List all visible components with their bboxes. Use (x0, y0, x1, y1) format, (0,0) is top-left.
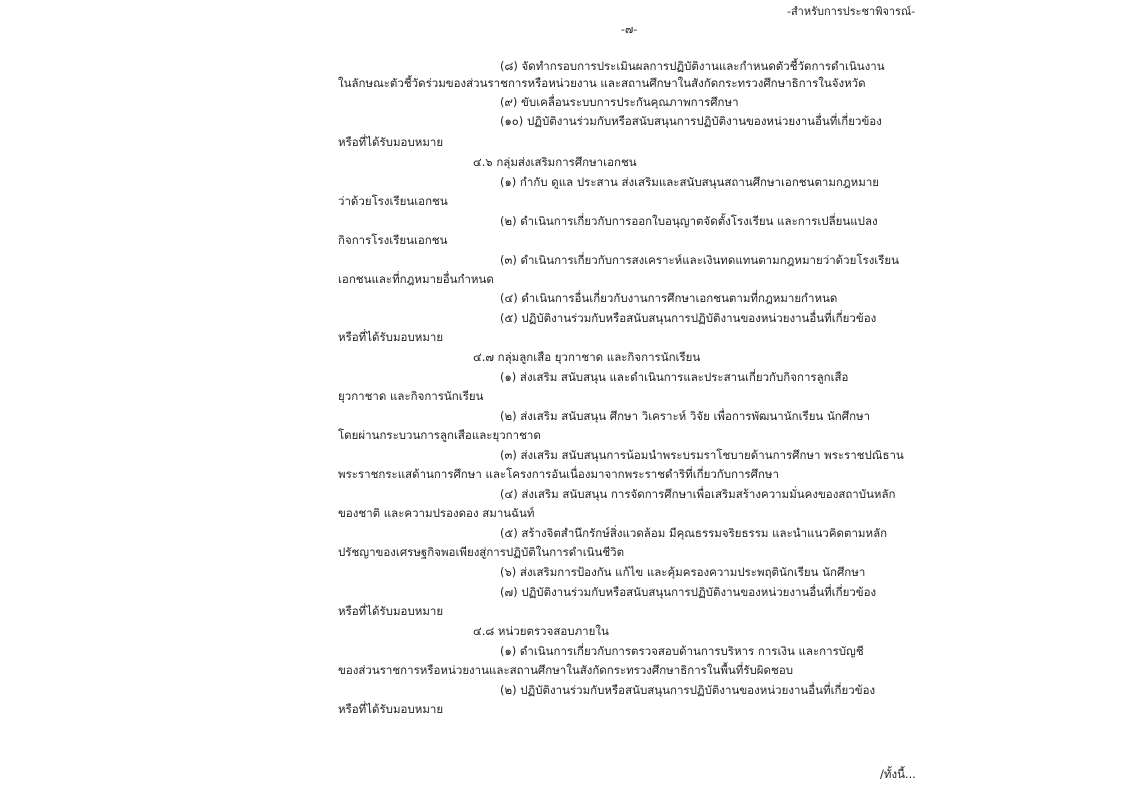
item-4-6-5: (๕) ปฏิบัติงานร่วมกับหรือสนับสนุนการปฏิบัติงานของหน่วยงานอื่นที่เกี่ยวข้อง (500, 311, 877, 325)
page-number: -๗- (621, 23, 638, 36)
item-4-8-2: (๒) ปฏิบัติงานร่วมกับหรือสนับสนุนการปฏิบัติงานของหน่วยงานอื่นที่เกี่ยวข้อง (500, 683, 876, 697)
item-4-7-3: (๓) ส่งเสริม สนับสนุนการน้อมนำพระบรมราโชบายด้านการศึกษา พระราชปณิธาน (500, 448, 904, 462)
header-note: -สำหรับการประชาพิจารณ์- (787, 5, 916, 18)
continuation-line: หรือที่ได้รับมอบหมาย (338, 135, 444, 149)
item-4-7-4: (๔) ส่งเสริม สนับสนุน การจัดการศึกษาเพื่อเสริมสร้างความมั่นคงของสถาบันหลัก (500, 487, 896, 501)
item-4-6-1: (๑) กำกับ ดูแล ประสาน ส่งเสริมและสนับสนุนสถานศึกษาเอกชนตามกฎหมาย (500, 175, 880, 189)
item-4-6-4: (๔) ดำเนินการอื่นเกี่ยวกับงานการศึกษาเอกชนตามที่กฎหมายกำหนด (500, 291, 838, 305)
continuation-line: หรือที่ได้รับมอบหมาย (338, 702, 444, 716)
item-4-8-1: (๑) ดำเนินการเกี่ยวกับการตรวจสอบด้านการบริหาร การเงิน และการบัญชี (500, 644, 864, 658)
item-4-7-1: (๑) ส่งเสริม สนับสนุน และดำเนินการและประสานเกี่ยวกับกิจการลูกเสือ (500, 370, 849, 384)
item-4-7-6: (๖) ส่งเสริมการป้องกัน แก้ไข และคุ้มครองความประพฤตินักเรียน นักศึกษา (500, 565, 866, 579)
continuation-line: ว่าด้วยโรงเรียนเอกชน (338, 194, 448, 208)
continuation-line: พระราชกระแสด้านการศึกษา และโครงการอันเนื่องมาจากพระราชดำริที่เกี่ยวกับการศึกษา (338, 467, 779, 481)
item-4-7-2: (๒) ส่งเสริม สนับสนุน ศึกษา วิเคราะห์ วิจัย เพื่อการพัฒนานักเรียน นักศึกษา (500, 409, 871, 423)
continuation-line: ของส่วนราชการหรือหน่วยงานและสถานศึกษาในสังกัดกระทรวงศึกษาธิการในพื้นที่รับผิดชอบ (338, 663, 794, 677)
item-4-6-3: (๓) ดำเนินการเกี่ยวกับการสงเคราะห์และเงินทดแทนตามกฎหมายว่าด้วยโรงเรียน (500, 253, 900, 267)
continuation-line: หรือที่ได้รับมอบหมาย (338, 330, 444, 344)
item-4-7-7: (๗) ปฏิบัติงานร่วมกับหรือสนับสนุนการปฏิบัติงานของหน่วยงานอื่นที่เกี่ยวข้อง (500, 585, 877, 599)
continuation-line: หรือที่ได้รับมอบหมาย (338, 604, 444, 618)
item-4-5-10: (๑๐) ปฏิบัติงานร่วมกับหรือสนับสนุนการปฏิบัติงานของหน่วยงานอื่นที่เกี่ยวข้อง (500, 114, 882, 128)
item-4-6-2: (๒) ดำเนินการเกี่ยวกับการออกใบอนุญาตจัดตั้งโรงเรียน และการเปลี่ยนแปลง (500, 214, 878, 228)
item-4-7-5: (๕) สร้างจิตสำนึกรักษ์สิ่งแวดล้อม มีคุณธรรมจริยธรรม และนำแนวคิดตามหลัก (500, 526, 888, 540)
continuation-line: โดยผ่านกระบวนการลูกเสือและยุวกาชาด (338, 428, 541, 442)
section-heading-4-8: ๔.๘ หน่วยตรวจสอบภายใน (473, 624, 609, 638)
continuation-line: กิจการโรงเรียนเอกชน (338, 233, 448, 247)
item-4-5-9: (๙) ขับเคลื่อนระบบการประกันคุณภาพการศึกษา (500, 95, 739, 109)
continuation-line: ยุวกาชาด และกิจการนักเรียน (338, 389, 484, 403)
continuation-line: ปรัชญาของเศรษฐกิจพอเพียงสู่การปฏิบัติในการดำเนินชีวิต (338, 545, 625, 559)
continuation-line: เอกชนและที่กฎหมายอื่นกำหนด (338, 272, 494, 286)
continuation-marker: /ทั้งนี้... (880, 767, 916, 781)
item-4-5-8: (๘) จัดทำกรอบการประเมินผลการปฏิบัติงานและกำหนดตัวชี้วัดการดำเนินงาน (500, 59, 885, 73)
continuation-line: ของชาติ และความปรองดอง สมานฉันท์ (338, 506, 535, 520)
continuation-line: ในลักษณะตัวชี้วัดร่วมของส่วนราชการหรือหน่วยงาน และสถานศึกษาในสังกัดกระทรวงศึกษาธิการในจังหวัด (338, 76, 866, 90)
section-heading-4-7: ๔.๗ กลุ่มลูกเสือ ยุวกาชาด และกิจการนักเรียน (473, 350, 701, 364)
section-heading-4-6: ๔.๖ กลุ่มส่งเสริมการศึกษาเอกชน (473, 155, 637, 169)
